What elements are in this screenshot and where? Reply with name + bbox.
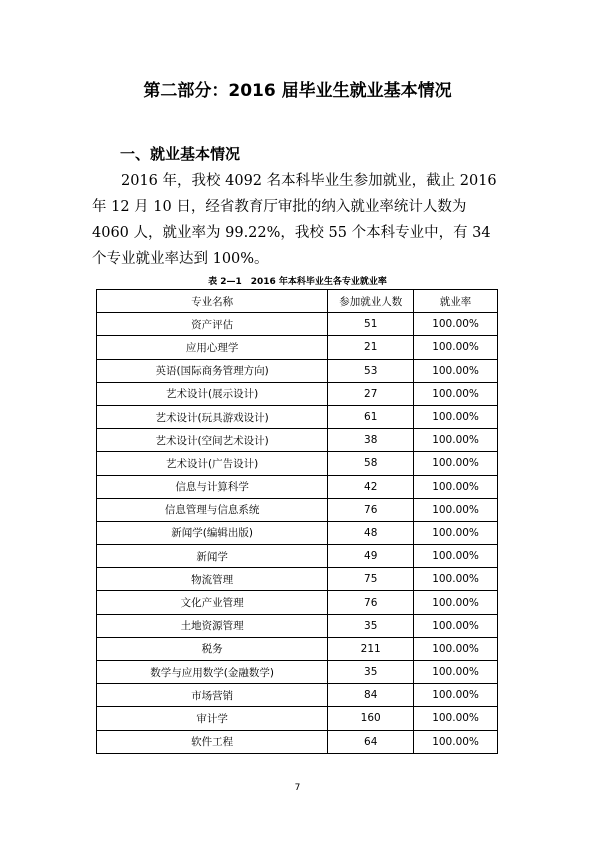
section-heading: 一、就业基本情况 (120, 145, 241, 163)
table-caption: 表 2—1 2016 年本科毕业生各专业就业率 (208, 277, 387, 287)
cell-employment-rate: 100.00% (414, 429, 498, 452)
cell-major-name: 软件工程 (97, 730, 328, 753)
paragraph-line: 4060 人，就业率为 99.22%，我校 55 个本科专业中，有 34 (92, 225, 491, 241)
page-title: 第二部分：2016 届毕业生就业基本情况 (143, 81, 452, 101)
cell-employment-rate: 100.00% (414, 545, 498, 568)
paragraph-line: 个专业就业率达到 100%。 (92, 251, 269, 267)
cell-employment-rate: 100.00% (414, 591, 498, 614)
cell-employed-count: 38 (328, 429, 414, 452)
table-row (97, 591, 498, 614)
paragraph-line: 年 12 月 10 日，经省教育厅审批的纳入就业率统计人数为 (92, 199, 467, 215)
cell-employment-rate: 100.00% (414, 568, 498, 591)
cell-employment-rate: 100.00% (414, 707, 498, 730)
table-row (97, 382, 498, 405)
cell-employed-count: 21 (328, 336, 414, 359)
cell-major-name: 税务 (97, 637, 328, 660)
cell-employment-rate: 100.00% (414, 521, 498, 544)
cell-employed-count: 35 (328, 614, 414, 637)
cell-employed-count: 76 (328, 591, 414, 614)
table-row (97, 429, 498, 452)
cell-employment-rate: 100.00% (414, 684, 498, 707)
table-body (97, 313, 498, 754)
cell-major-name: 数学与应用数学(金融数学) (97, 661, 328, 684)
cell-employment-rate: 100.00% (414, 475, 498, 498)
table-row (97, 707, 498, 730)
cell-major-name: 审计学 (97, 707, 328, 730)
cell-employment-rate: 100.00% (414, 382, 498, 405)
table-row (97, 498, 498, 521)
cell-employed-count: 61 (328, 405, 414, 428)
cell-employed-count: 84 (328, 684, 414, 707)
cell-major-name: 土地资源管理 (97, 614, 328, 637)
table-row (97, 313, 498, 336)
cell-employed-count: 211 (328, 637, 414, 660)
cell-major-name: 新闻学(编辑出版) (97, 521, 328, 544)
cell-employment-rate: 100.00% (414, 405, 498, 428)
employment-rate-table (96, 289, 498, 754)
table-row (97, 475, 498, 498)
table-row (97, 684, 498, 707)
table-row (97, 452, 498, 475)
table-row (97, 568, 498, 591)
table-header-row (97, 290, 498, 313)
cell-employment-rate: 100.00% (414, 336, 498, 359)
cell-major-name: 艺术设计(展示设计) (97, 382, 328, 405)
cell-employment-rate: 100.00% (414, 730, 498, 753)
column-header-major: 专业名称 (97, 290, 328, 313)
cell-major-name: 信息管理与信息系统 (97, 498, 328, 521)
table-row (97, 730, 498, 753)
cell-employed-count: 75 (328, 568, 414, 591)
cell-major-name: 艺术设计(广告设计) (97, 452, 328, 475)
cell-major-name: 艺术设计(玩具游戏设计) (97, 405, 328, 428)
table-row (97, 521, 498, 544)
cell-employed-count: 64 (328, 730, 414, 753)
cell-employment-rate: 100.00% (414, 498, 498, 521)
cell-major-name: 文化产业管理 (97, 591, 328, 614)
cell-employment-rate: 100.00% (414, 313, 498, 336)
paragraph-line: 2016 年，我校 4092 名本科毕业生参加就业，截止 2016 (121, 173, 497, 189)
body-paragraph (92, 168, 508, 272)
cell-employment-rate: 100.00% (414, 614, 498, 637)
column-header-count: 参加就业人数 (328, 290, 414, 313)
cell-major-name: 市场营销 (97, 684, 328, 707)
cell-employed-count: 42 (328, 475, 414, 498)
cell-employment-rate: 100.00% (414, 637, 498, 660)
table-row (97, 336, 498, 359)
table-row (97, 614, 498, 637)
cell-employment-rate: 100.00% (414, 359, 498, 382)
cell-employed-count: 160 (328, 707, 414, 730)
cell-employed-count: 53 (328, 359, 414, 382)
column-header-rate: 就业率 (414, 290, 498, 313)
cell-employed-count: 48 (328, 521, 414, 544)
table-row (97, 637, 498, 660)
cell-major-name: 物流管理 (97, 568, 328, 591)
cell-employed-count: 49 (328, 545, 414, 568)
table-row (97, 359, 498, 382)
table-row (97, 545, 498, 568)
cell-major-name: 艺术设计(空间艺术设计) (97, 429, 328, 452)
cell-employed-count: 76 (328, 498, 414, 521)
cell-employment-rate: 100.00% (414, 661, 498, 684)
table-row (97, 405, 498, 428)
cell-employed-count: 51 (328, 313, 414, 336)
cell-major-name: 英语(国际商务管理方向) (97, 359, 328, 382)
cell-employed-count: 27 (328, 382, 414, 405)
cell-employed-count: 35 (328, 661, 414, 684)
table-row (97, 661, 498, 684)
cell-major-name: 资产评估 (97, 313, 328, 336)
cell-employed-count: 58 (328, 452, 414, 475)
cell-major-name: 信息与计算科学 (97, 475, 328, 498)
page-number: 7 (294, 783, 301, 793)
cell-employment-rate: 100.00% (414, 452, 498, 475)
cell-major-name: 新闻学 (97, 545, 328, 568)
cell-major-name: 应用心理学 (97, 336, 328, 359)
